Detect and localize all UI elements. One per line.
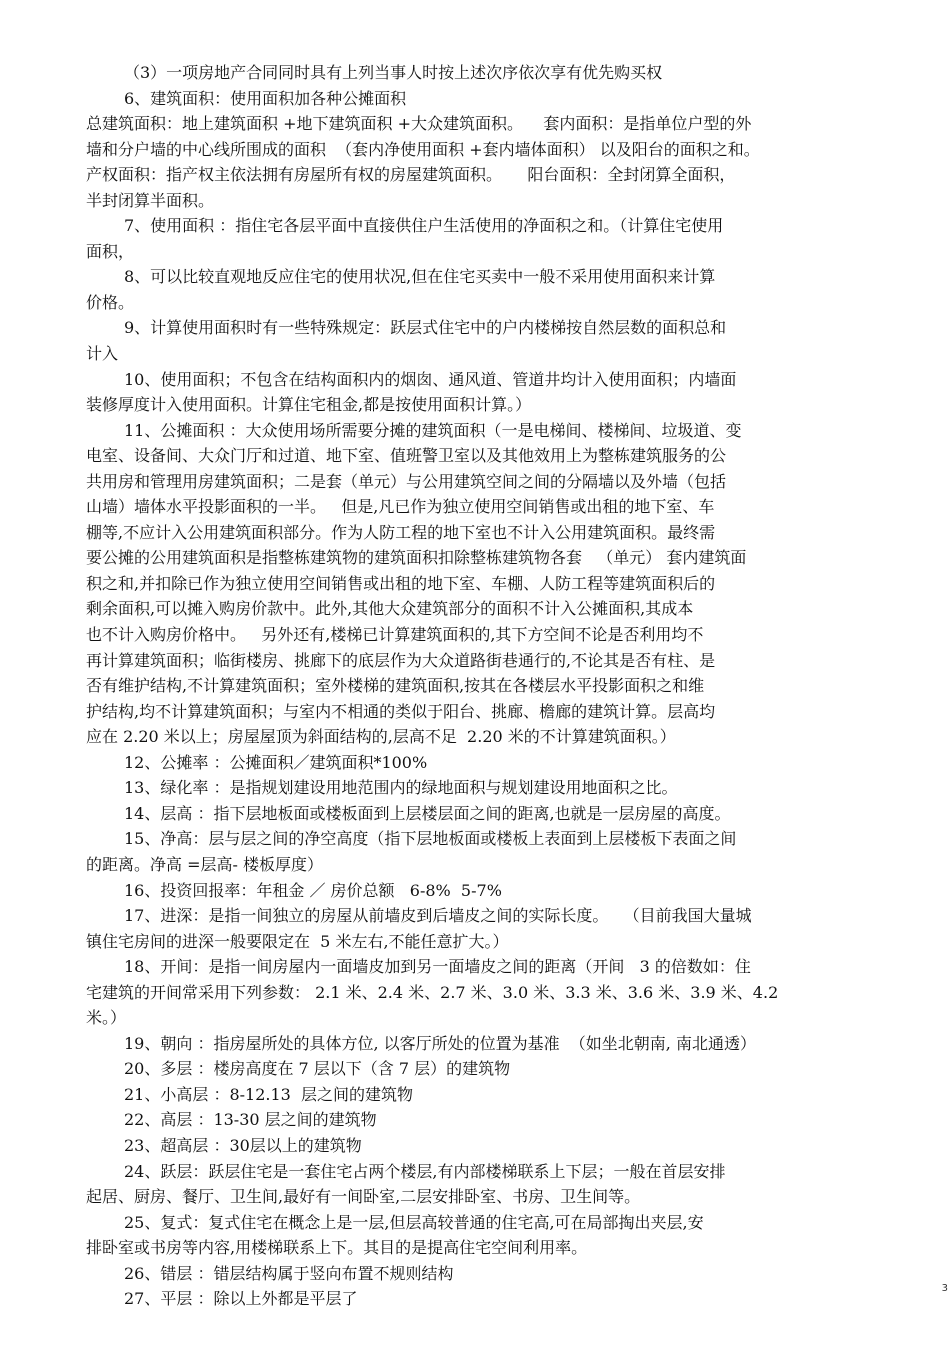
text-line: 价格。 <box>86 292 135 312</box>
text-line: 再计算建筑面积；临街楼房、挑廊下的底层作为大众道路街巷通行的,不论其是否有柱、是 <box>86 650 716 670</box>
text-line: 12、公摊率 ：公摊面积／建筑面积*100% <box>124 752 428 772</box>
text-line: 22、高层 ：13-30 层之间的建筑物 <box>124 1110 377 1130</box>
text-line: 护结构,均不计算建筑面积；与室内不相通的类似于阳台、挑廊、檐廊的建筑计算。层高均 <box>86 701 716 721</box>
text-line: 19、朝向 ：指房屋所处的具体方位, 以客厅所处的位置为基准 （如坐北朝南, 南北通透） <box>124 1033 756 1053</box>
text-line: 排卧室或书房等内容,用楼梯联系上下。其目的是提高住宅空间利用率。 <box>86 1238 588 1258</box>
text-line: 25、复式：复式住宅在概念上是一层,但层高较普通的住宅高,可在局部掏出夹层,安 <box>124 1212 704 1232</box>
text-line: 产权面积：指产权主依法拥有房屋所有权的房屋建筑面积。 阳台面积：全封闭算全面积， <box>86 165 736 185</box>
text-line: 计入 <box>86 344 119 364</box>
text-line: 否有维护结构,不计算建筑面积；室外楼梯的建筑面积,按其在各楼层水平投影面积之和维 <box>86 676 705 696</box>
text-line: 起居、厨房、餐厅、卫生间,最好有一间卧室,二层安排卧室、书房、卫生间等。 <box>86 1187 641 1207</box>
document-body <box>86 60 846 1312</box>
text-line: 27、平层 ：除以上外都是平层了 <box>124 1289 358 1309</box>
text-line: 墙和分户墙的中心线所围成的面积 （套内净使用面积 +套内墙体面积） 以及阳台的面积之和。 <box>86 139 760 159</box>
text-line: （3）一项房地产合同同时具有上列当事人时按上述次序依次享有优先购买权 <box>124 63 663 82</box>
text-line: 8、可以比较直观地反应住宅的使用状况,但在住宅买卖中一般不采用使用面积来计算 <box>124 267 716 287</box>
text-line: 山墙）墙体水平投影面积的一半。 但是,凡已作为独立使用空间销售或出租的地下室、车 <box>86 497 715 517</box>
text-line: 半封闭算半面积。 <box>86 190 215 210</box>
text-line: 镇住宅房间的进深一般要限定在 5 米左右,不能任意扩大。） <box>86 931 509 951</box>
text-line: 26、错层 ：错层结构属于竖向布置不规则结构 <box>124 1263 454 1283</box>
text-line: 应在 2.20 米以上；房屋屋顶为斜面结构的,层高不足 2.20 米的不计算建筑面积。） <box>86 727 676 747</box>
text-line: 18、开间：是指一间房屋内一面墙皮加到另一面墙皮之间的距离（开间 3 的倍数如：住 <box>124 957 751 977</box>
text-line: 11、公摊面积 ：大众使用场所需要分摊的建筑面积（一是电梯间、楼梯间、垃圾道、变 <box>124 420 742 440</box>
text-line: 14、层高 ：指下层地板面或楼板面到上层楼层面之间的距离,也就是一层房屋的高度。 <box>124 803 731 823</box>
text-line: 17、进深：是指一间独立的房屋从前墙皮到后墙皮之间的实际长度。 （目前我国大量城 <box>124 906 752 926</box>
text-line: 9、计算使用面积时有一些特殊规定：跃层式住宅中的户内楼梯按自然层数的面积总和 <box>124 318 727 338</box>
text-line: 电室、设备间、大众门厅和过道、地下室、值班警卫室以及其他效用上为整栋建筑服务的公 <box>86 446 727 466</box>
text-line: 共用房和管理用房建筑面积；二是套（单元）与公用建筑空间之间的分隔墙以及外墙（包括 <box>86 471 727 491</box>
text-line: 也不计入购房价格中。 另外还有,楼梯已计算建筑面积的,其下方空间不论是否利用均不 <box>86 625 704 645</box>
text-line: 总建筑面积：地上建筑面积 +地下建筑面积 +大众建筑面积。 套内面积：是指单位户型的外 <box>86 114 752 134</box>
text-line: 20、多层 ：楼房高度在 7 层以下（含 7 层）的建筑物 <box>124 1059 511 1079</box>
text-line: 宅建筑的开间常采用下列参数： 2.1 米、2.4 米、2.7 米、3.0 米、3.3 米、3.6 米、3.9 米、4.2 <box>86 982 779 1002</box>
text-line: 米。） <box>86 1008 127 1028</box>
text-line: 装修厚度计入使用面积。计算住宅租金,都是按使用面积计算。） <box>86 395 532 415</box>
text-line: 21、小高层 ：8-12.13 层之间的建筑物 <box>124 1084 414 1104</box>
text-line: 13、绿化率 ：是指规划建设用地范围内的绿地面积与规划建设用地面积之比。 <box>124 778 678 798</box>
text-line: 棚等,不应计入公用建筑面积部分。作为人防工程的地下室也不计入公用建筑面积。最终需 <box>86 522 716 542</box>
text-line: 要公摊的公用建筑面积是指整栋建筑物的建筑面积扣除整栋建筑物各套 （单元） 套内建筑面 <box>86 548 747 568</box>
text-line: 15、净高：层与层之间的净空高度（指下层地板面或楼板上表面到上层楼板下表面之间 <box>124 829 737 849</box>
text-line: 24、跃层：跃层住宅是一套住宅占两个楼层,有内部楼梯联系上下层；一般在首层安排 <box>124 1161 726 1181</box>
page-number: 3 <box>941 1283 948 1294</box>
text-line: 剩余面积,可以摊入购房价款中。此外,其他大众建筑部分的面积不计入公摊面积,其成本 <box>86 599 694 619</box>
text-line: 16、投资回报率：年租金 ／ 房价总额 6-8% 5-7% <box>124 880 502 900</box>
text-line: 10、使用面积；不包含在结构面积内的烟囱、通风道、管道井均计入使用面积；内墙面 <box>124 369 737 389</box>
text-line: 的距离。净高 =层高- 楼板厚度） <box>86 854 323 874</box>
text-line: 面积， <box>86 241 135 261</box>
text-line: 积之和,并扣除已作为独立使用空间销售或出租的地下室、车棚、人防工程等建筑面积后的 <box>86 573 716 593</box>
text-line: 23、超高层 ：30层以上的建筑物 <box>124 1135 362 1155</box>
text-line: 6、建筑面积：使用面积加各种公摊面积 <box>124 88 407 108</box>
text-line: 7、使用面积 ：指住宅各层平面中直接供住户生活使用的净面积之和。（计算住宅使用 <box>124 216 724 236</box>
